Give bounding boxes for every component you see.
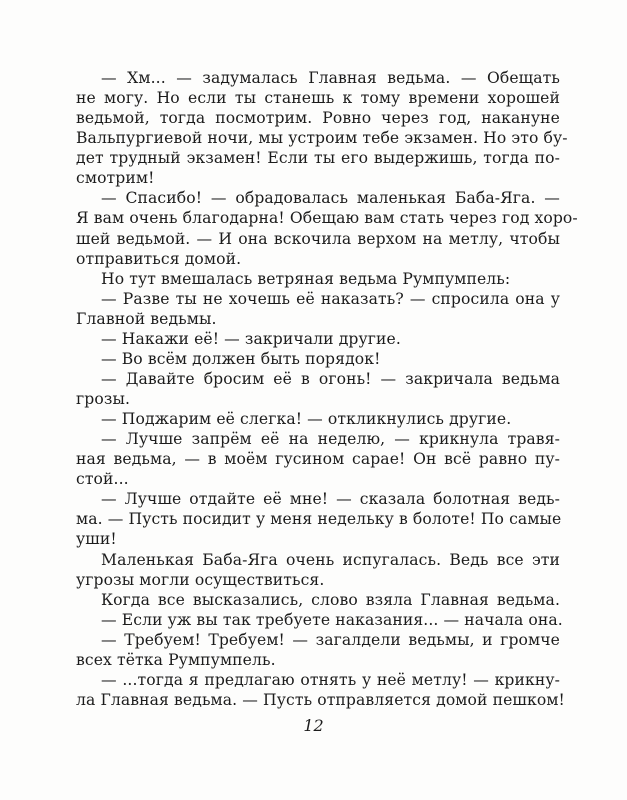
- text-line: Главной ведьмы.: [76, 310, 217, 328]
- text-line: шей ведьмой. — И она вскочила верхом на метлу, чтобы: [76, 230, 560, 248]
- text-line: всех тётка Румпумпель.: [76, 651, 276, 669]
- text-line: угрозы могли осуществиться.: [76, 571, 325, 589]
- text-line: Когда все высказались, слово взяла Главная ведьма.: [101, 591, 560, 609]
- text-line: ведьмой, тогда посмотрим. Ровно через год, накануне: [76, 109, 560, 127]
- text-line: грозы.: [76, 390, 131, 408]
- text-line: Маленькая Баба-Яга очень испугалась. Ведь все эти: [101, 551, 560, 569]
- text-line: дет трудный экзамен! Если ты его выдержишь, тогда по-: [76, 149, 560, 167]
- text-line: ла Главная ведьма. — Пусть отправляется домой пешком!: [76, 691, 565, 709]
- text-line: — Лучше отдайте её мне! — сказала болотная ведь-: [101, 490, 560, 508]
- text-line: ная ведьма, — в моём гусином сарае! Он всё равно пу-: [76, 450, 560, 468]
- text-line: Но тут вмешалась ветряная ведьма Румпумпель:: [101, 270, 511, 288]
- text-line: ма. — Пусть посидит у меня недельку в болоте! По самые: [76, 510, 562, 528]
- text-line: Вальпургиевой ночи, мы устроим тебе экзамен. Но это бу-: [76, 129, 568, 147]
- text-line: уши!: [76, 530, 117, 548]
- text-line: смотрим!: [76, 169, 155, 187]
- text-line: Я вам очень благодарна! Обещаю вам стать через год хоро-: [76, 209, 578, 227]
- text-line: — Хм... — задумалась Главная ведьма. — Обещать: [101, 69, 560, 87]
- text-line: отправиться домой.: [76, 250, 242, 268]
- text-line: — Требуем! Требуем! — загалдели ведьмы, и громче: [101, 631, 560, 649]
- text-line: — Лучше запрём её на неделю, — крикнула травя-: [101, 430, 560, 448]
- text-line: — Спасибо! — обрадовалась маленькая Баба-Яга. —: [101, 189, 560, 207]
- text-line: не могу. Но если ты станешь к тому времени хорошей: [76, 89, 560, 107]
- text-line: стой...: [76, 470, 129, 488]
- text-line: — ...тогда я предлагаю отнять у неё метлу! — крикну-: [101, 671, 560, 689]
- text-line: — Во всём должен быть порядок!: [101, 350, 381, 368]
- text-line: — Поджарим её слегка! — откликнулись другие.: [101, 410, 512, 428]
- page-number: 12: [303, 716, 324, 735]
- text-line: — Разве ты не хочешь её наказать? — спросила она у: [101, 290, 560, 308]
- text-line: — Если уж вы так требуете наказания... — начала она.: [101, 611, 563, 629]
- text-line: — Давайте бросим её в огонь! — закричала ведьма: [101, 370, 560, 388]
- text-line: — Накажи её! — закричали другие.: [101, 330, 401, 348]
